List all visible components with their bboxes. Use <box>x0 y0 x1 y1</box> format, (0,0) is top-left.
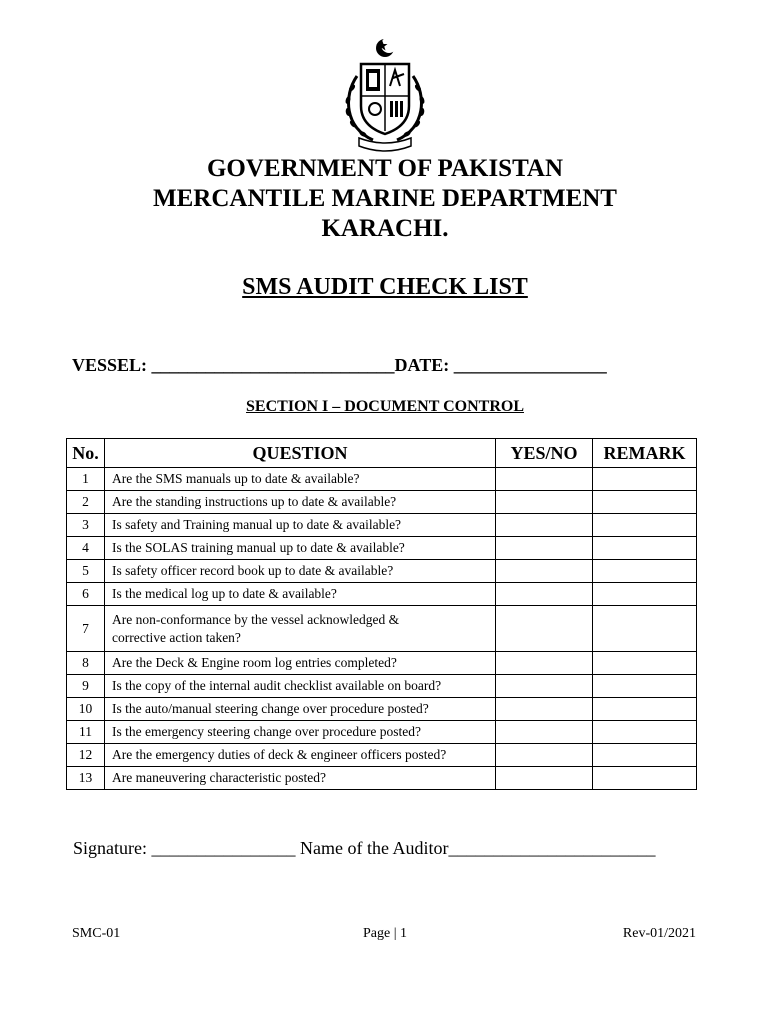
document-title: SMS AUDIT CHECK LIST <box>242 274 528 300</box>
row-question: Is the copy of the internal audit checklist available on board? <box>105 675 496 698</box>
yes-no-cell[interactable] <box>496 652 593 675</box>
row-question: Is safety officer record book up to date & available? <box>105 560 496 583</box>
header-question: QUESTION <box>105 439 496 468</box>
header-yes-no: YES/NO <box>496 439 593 468</box>
header-line-government: GOVERNMENT OF PAKISTAN <box>206 155 564 182</box>
table-row <box>67 721 697 744</box>
table-row <box>67 606 697 652</box>
footer-page-number: Page | 1 <box>362 926 408 941</box>
remark-cell[interactable] <box>593 652 697 675</box>
remark-cell[interactable] <box>593 468 697 491</box>
yes-no-cell[interactable] <box>496 744 593 767</box>
row-number: 7 <box>67 606 105 652</box>
table-row <box>67 514 697 537</box>
row-number: 12 <box>67 744 105 767</box>
header-line-city: KARACHI. <box>321 215 449 242</box>
remark-cell[interactable] <box>593 721 697 744</box>
row-number: 3 <box>67 514 105 537</box>
row-number: 8 <box>67 652 105 675</box>
table-row <box>67 675 697 698</box>
yes-no-cell[interactable] <box>496 491 593 514</box>
yes-no-cell[interactable] <box>496 583 593 606</box>
remark-cell[interactable] <box>593 675 697 698</box>
row-number: 5 <box>67 560 105 583</box>
yes-no-cell[interactable] <box>496 698 593 721</box>
checklist-table <box>66 438 697 790</box>
row-question: Are the SMS manuals up to date & available? <box>105 468 496 491</box>
table-row <box>67 560 697 583</box>
table-header-row <box>67 439 697 468</box>
yes-no-cell[interactable] <box>496 537 593 560</box>
row-question: Are the standing instructions up to date & available? <box>105 491 496 514</box>
table-row <box>67 652 697 675</box>
state-emblem-icon <box>335 36 435 154</box>
row-number: 9 <box>67 675 105 698</box>
remark-cell[interactable] <box>593 560 697 583</box>
table-row <box>67 698 697 721</box>
remark-cell[interactable] <box>593 606 697 652</box>
vessel-date-line: VESSEL: ___________________________DATE: _________________ <box>72 355 607 375</box>
table-row <box>67 491 697 514</box>
section-title: SECTION I – DOCUMENT CONTROL <box>246 398 524 415</box>
row-number: 10 <box>67 698 105 721</box>
row-number: 2 <box>67 491 105 514</box>
row-number: 1 <box>67 468 105 491</box>
yes-no-cell[interactable] <box>496 606 593 652</box>
remark-cell[interactable] <box>593 514 697 537</box>
row-question: Is the auto/manual steering change over procedure posted? <box>105 698 496 721</box>
table-row <box>67 744 697 767</box>
row-question: Is safety and Training manual up to date & available? <box>105 514 496 537</box>
header-no: No. <box>67 439 105 468</box>
remark-cell[interactable] <box>593 537 697 560</box>
yes-no-cell[interactable] <box>496 468 593 491</box>
remark-cell[interactable] <box>593 767 697 790</box>
remark-cell[interactable] <box>593 491 697 514</box>
yes-no-cell[interactable] <box>496 560 593 583</box>
remark-cell[interactable] <box>593 583 697 606</box>
row-question: Is the medical log up to date & available? <box>105 583 496 606</box>
row-question: Is the SOLAS training manual up to date & available? <box>105 537 496 560</box>
row-number: 13 <box>67 767 105 790</box>
row-question: Are the Deck & Engine room log entries completed? <box>105 652 496 675</box>
signature-line: Signature: ________________ Name of the Auditor_______________________ <box>73 838 656 858</box>
table-row <box>67 767 697 790</box>
row-question: Are the emergency duties of deck & engineer officers posted? <box>105 744 496 767</box>
table-row <box>67 468 697 491</box>
row-number: 4 <box>67 537 105 560</box>
header-remark: REMARK <box>593 439 697 468</box>
yes-no-cell[interactable] <box>496 675 593 698</box>
yes-no-cell[interactable] <box>496 721 593 744</box>
remark-cell[interactable] <box>593 744 697 767</box>
table-row <box>67 537 697 560</box>
footer-form-code: SMC-01 <box>72 926 121 941</box>
table-row <box>67 583 697 606</box>
yes-no-cell[interactable] <box>496 767 593 790</box>
header-line-department: MERCANTILE MARINE DEPARTMENT <box>153 185 617 212</box>
row-question: Are non-conformance by the vessel acknowledged & corrective action taken? <box>105 606 496 652</box>
footer-revision: Rev-01/2021 <box>622 926 696 941</box>
row-question: Is the emergency steering change over procedure posted? <box>105 721 496 744</box>
row-question: Are maneuvering characteristic posted? <box>105 767 496 790</box>
row-number: 11 <box>67 721 105 744</box>
yes-no-cell[interactable] <box>496 514 593 537</box>
row-number: 6 <box>67 583 105 606</box>
remark-cell[interactable] <box>593 698 697 721</box>
